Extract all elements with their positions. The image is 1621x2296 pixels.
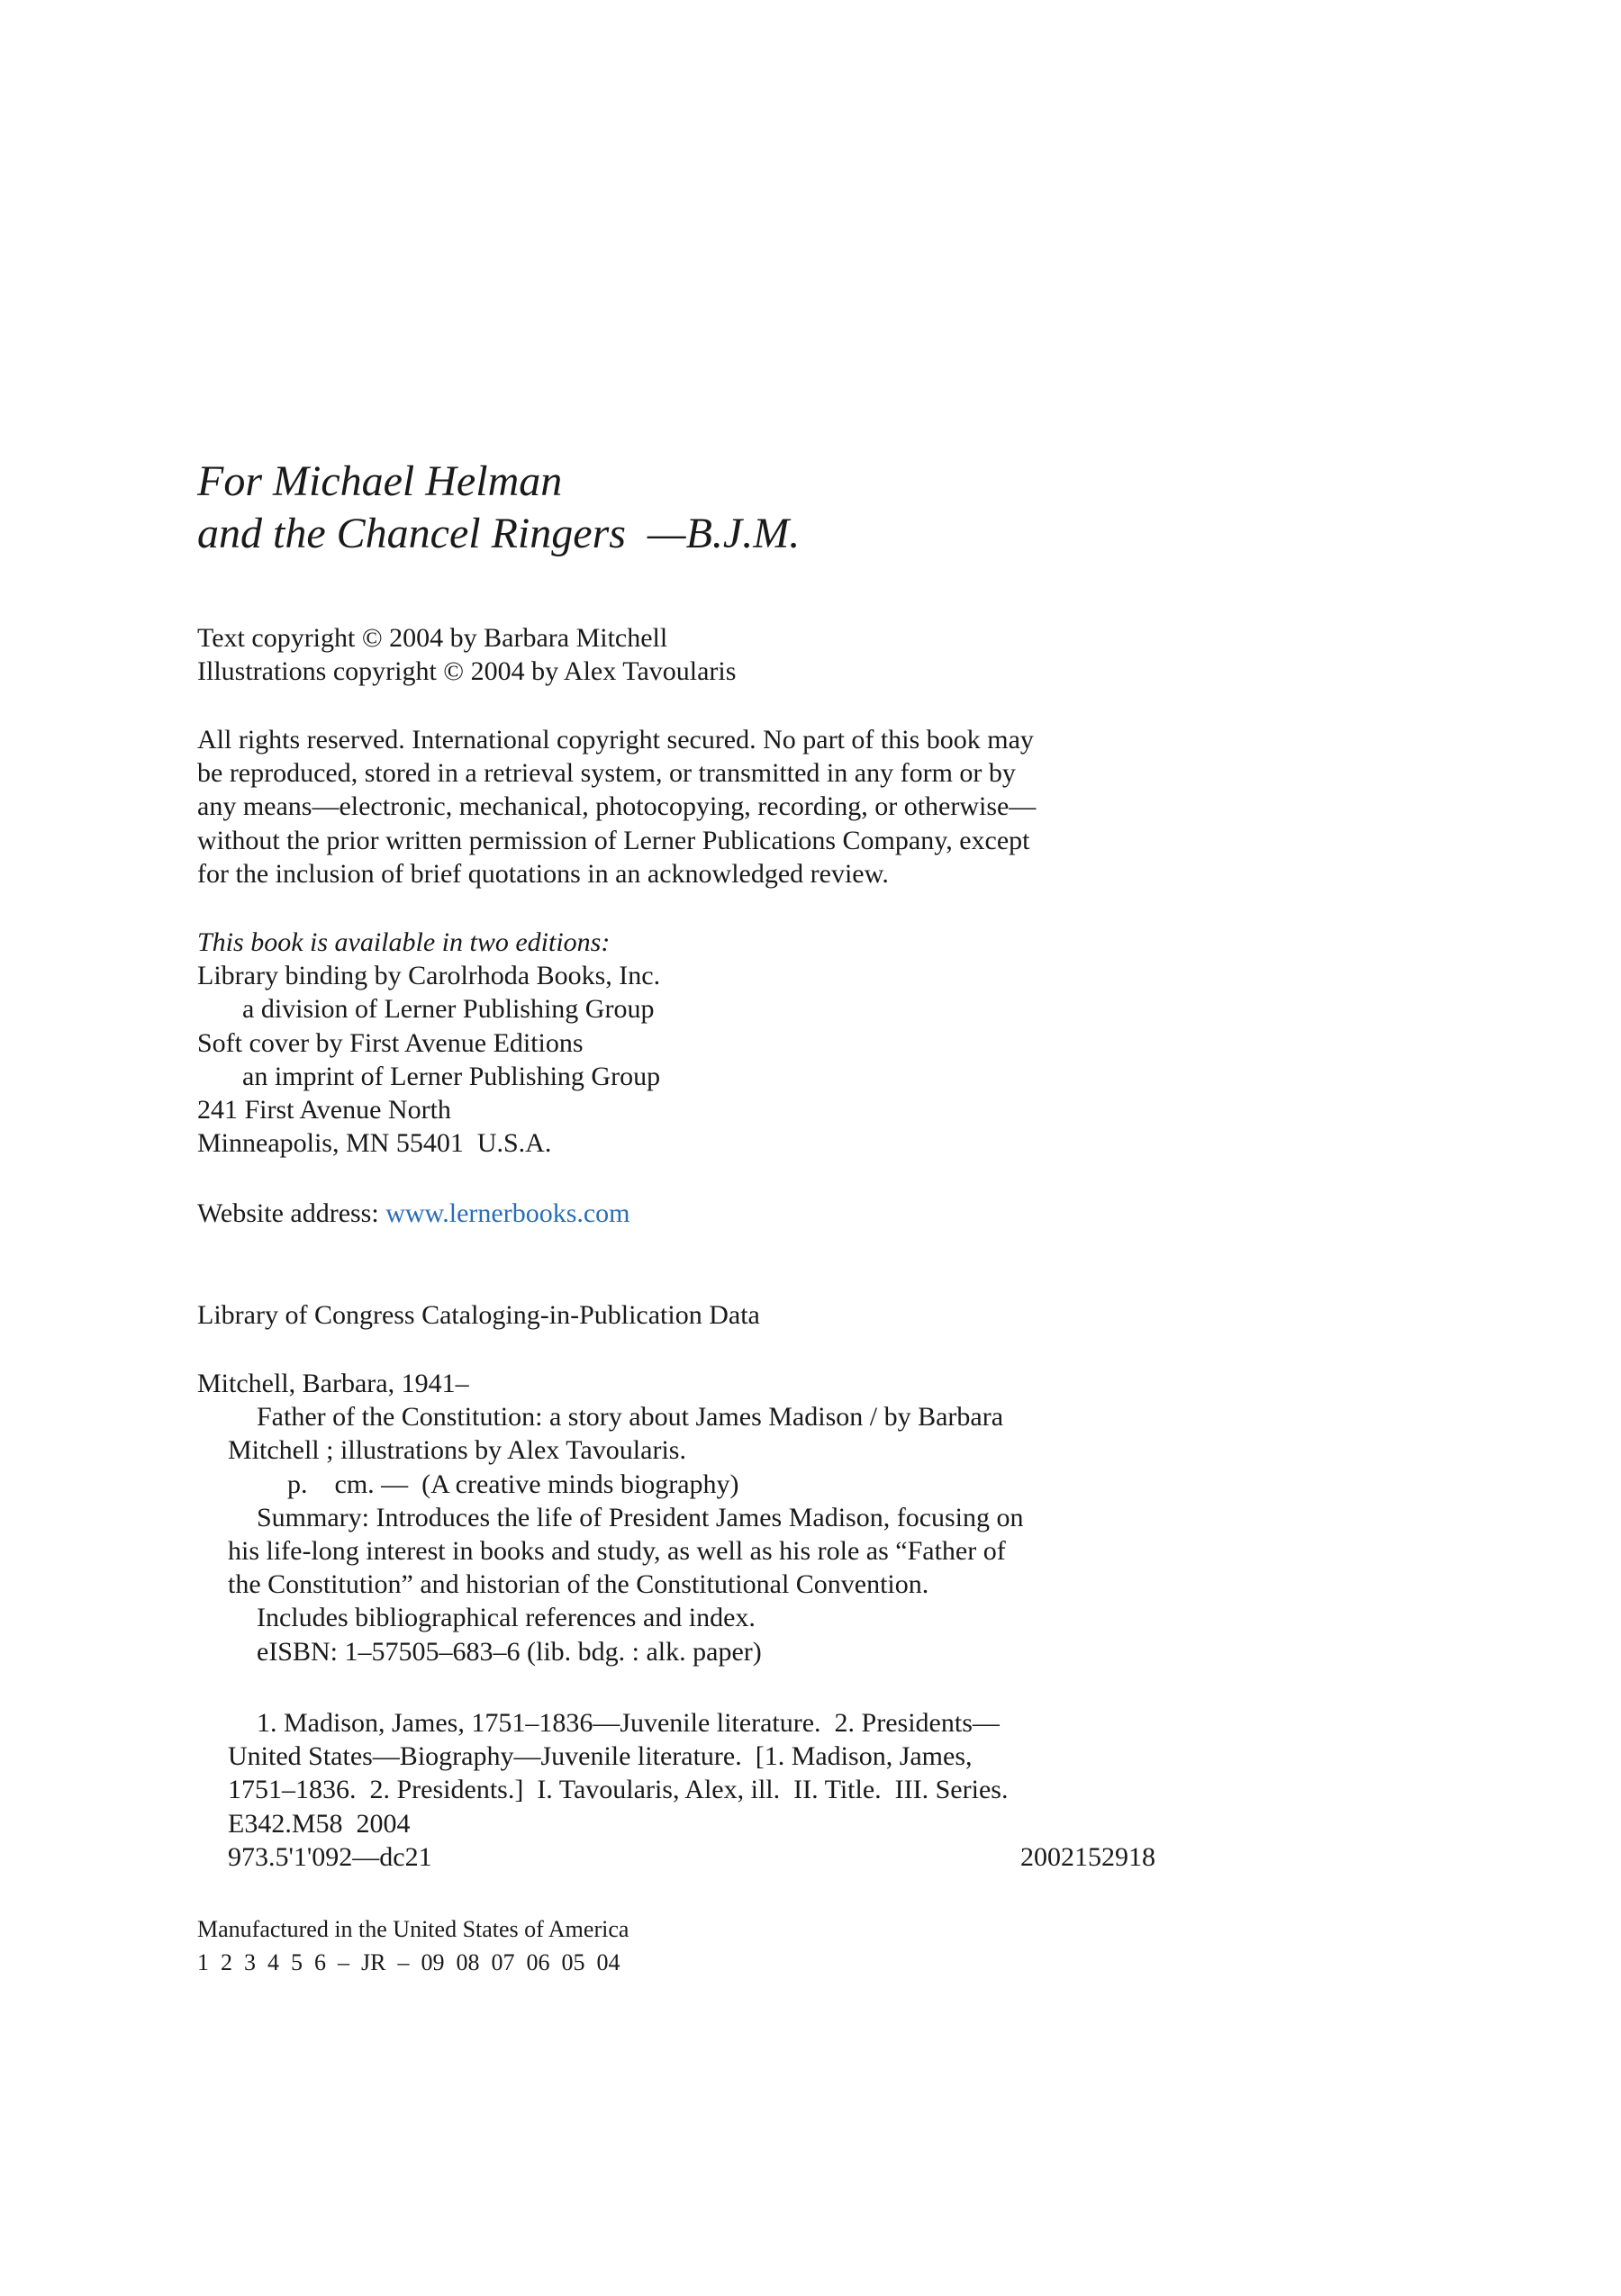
text-copyright-line: Text copyright © 2004 by Barbara Mitchell	[197, 623, 668, 653]
rights-line: be reproduced, stored in a retrieval system, or transmitted in any form or by	[197, 758, 1016, 789]
dewey-number: 973.5'1'092—dc21	[228, 1841, 432, 1872]
cip-includes-note: Includes bibliographical references and index.	[257, 1603, 756, 1633]
cip-summary-line-1: Summary: Introduces the life of President James Madison, focusing on	[257, 1502, 1024, 1532]
cip-physical-description: p. cm. — (A creative minds biography)	[287, 1469, 739, 1499]
library-binding-line: Library binding by Carolrhoda Books, Inc.	[197, 961, 661, 991]
cip-subjects	[197, 1706, 1155, 1874]
cip-record	[197, 1367, 1024, 1668]
editions-block	[197, 926, 660, 1160]
rights-line: for the inclusion of brief quotations in an acknowledged review.	[197, 858, 889, 889]
address-line-1: 241 First Avenue North	[197, 1095, 451, 1125]
rights-reserved-paragraph	[197, 723, 1036, 890]
cip-author: Mitchell, Barbara, 1941–	[197, 1369, 469, 1398]
subjects-line-1: 1. Madison, James, 1751–1836—Juvenile literature. 2. Presidents—	[257, 1708, 1000, 1738]
cip-summary-line-3: the Constitution” and historian of the Constitutional Convention.	[228, 1569, 929, 1600]
cip-heading	[197, 1298, 760, 1332]
cip-title-line-2: Mitchell ; illustrations by Alex Tavoularis.	[228, 1435, 686, 1466]
lccn-number: 2002152918	[1020, 1841, 1155, 1872]
cip-summary-line-2: his life-long interest in books and study, as well as his role as “Father of	[228, 1536, 1006, 1567]
manufactured-country: Manufactured in the United States of America	[197, 1916, 629, 1942]
dedication-line-2: and the Chancel Ringers —B.J.M.	[197, 510, 801, 557]
illustrations-copyright-line: Illustrations copyright © 2004 by Alex Tavoularis	[197, 656, 737, 687]
rights-line: All rights reserved. International copyright secured. No part of this book may	[197, 725, 1034, 755]
editions-intro: This book is available in two editions:	[197, 927, 611, 957]
subjects-line-3: 1751–1836. 2. Presidents.] I. Tavoularis, Alex, ill. II. Title. III. Series.	[228, 1775, 1009, 1805]
soft-cover-imprint-line: an imprint of Lerner Publishing Group	[242, 1061, 661, 1091]
cip-isbn: eISBN: 1–57505–683–6 (lib. bdg. : alk. paper)	[257, 1636, 762, 1667]
website-link[interactable]: www.lernerbooks.com	[385, 1198, 630, 1228]
dedication	[197, 456, 800, 560]
cip-title-line-1: Father of the Constitution: a story about James Madison / by Barbara	[257, 1402, 1004, 1433]
soft-cover-line: Soft cover by First Avenue Editions	[197, 1027, 584, 1058]
rights-line: without the prior written permission of Lerner Publications Company, except	[197, 825, 1030, 855]
website-label: Website address:	[197, 1198, 386, 1228]
subjects-line-2: United States—Biography—Juvenile literature. [1. Madison, James,	[228, 1741, 973, 1772]
manufacturing-info	[197, 1912, 629, 1979]
call-number: E342.M58 2004	[228, 1808, 411, 1839]
cip-heading-text: Library of Congress Cataloging-in-Publication Data	[197, 1300, 760, 1330]
printing-line: 1 2 3 4 5 6 – JR – 09 08 07 06 05 04	[197, 1949, 620, 1975]
copyright-notice	[197, 621, 736, 688]
classification-row	[197, 1840, 1155, 1874]
address-line-2: Minneapolis, MN 55401 U.S.A.	[197, 1128, 552, 1159]
website-address	[197, 1197, 630, 1230]
rights-line: any means—electronic, mechanical, photocopying, recording, or otherwise—	[197, 791, 1037, 822]
library-division-line: a division of Lerner Publishing Group	[242, 994, 655, 1025]
dedication-line-1: For Michael Helman	[197, 457, 563, 505]
